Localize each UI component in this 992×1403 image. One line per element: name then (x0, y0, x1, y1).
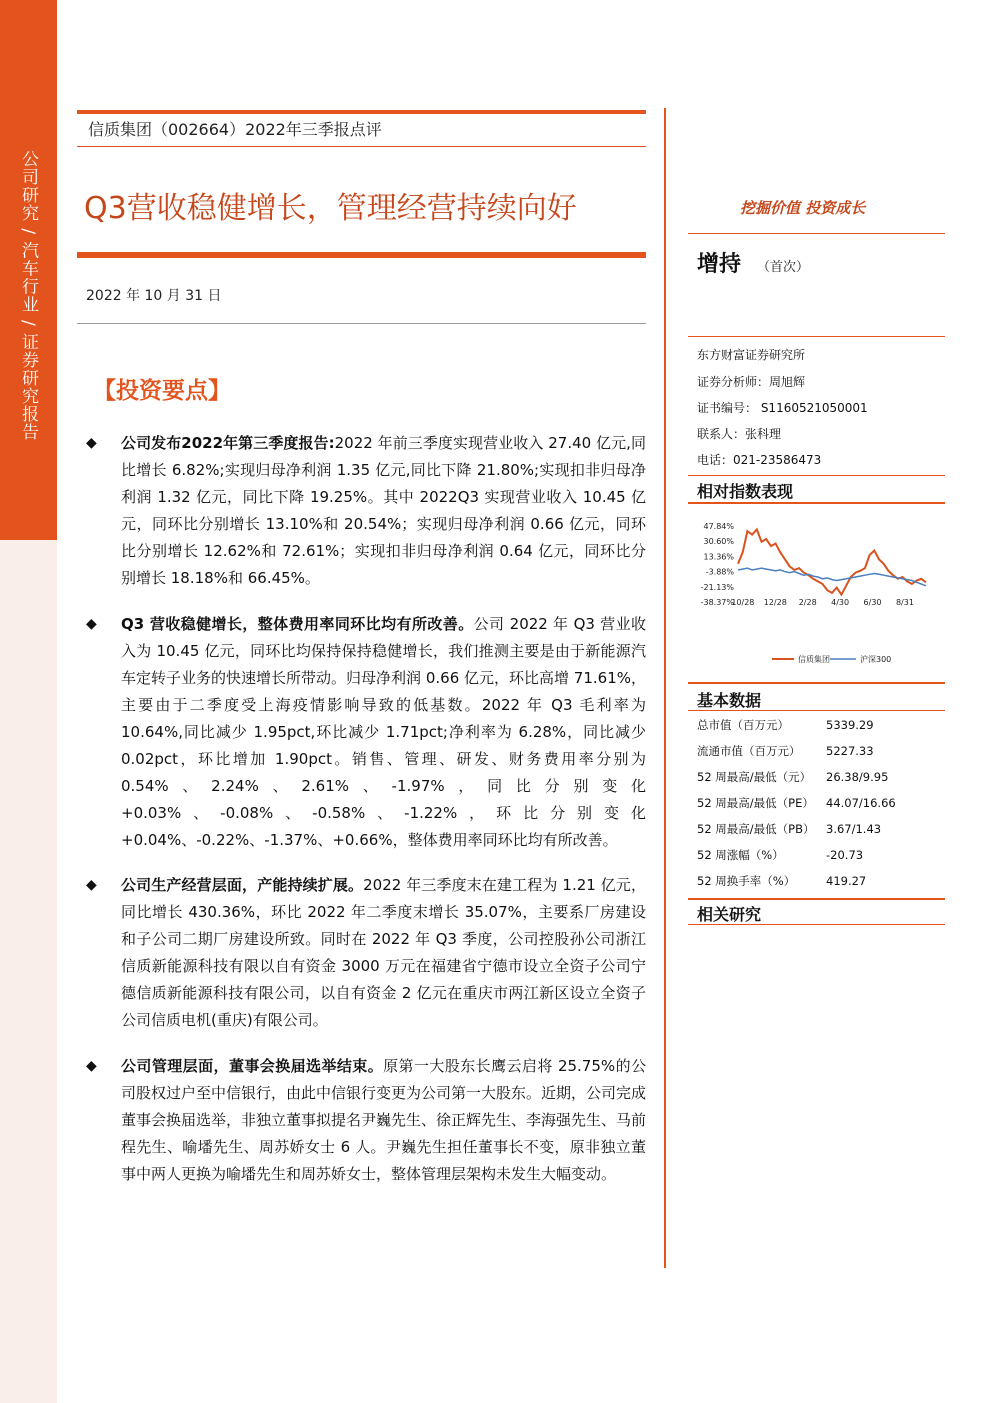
bullet-body: 原第一大股东长鹰云启将 25.75%的公司股权过户至中信银行，由此中信银行变更为公司第一大股东。近期，公司完成董事会换届选举，非独立董事拟提名尹巍先生、徐正辉先生、李海强先生、马前程先生、喻墦先生、周苏娇女士 6 人。尹巍先生担任董事长不变，原非独立董事中两人更换为喻墦先生和周苏娇女士，整体管理层架构未发生大幅变动。 (121, 1057, 647, 1183)
slogan: 挖掘价值 投资成长 (740, 199, 866, 217)
stat-key: 52 周涨幅（%） (697, 848, 784, 862)
headline: Q3营收稳健增长，管理经营持续向好 (84, 191, 577, 226)
bullet-lead: 公司管理层面，董事会换届选举结束。 (121, 1057, 384, 1075)
stat-value: -20.73 (826, 848, 864, 862)
bullet-item (86, 611, 646, 854)
stat-value: 44.07/16.66 (826, 796, 896, 810)
related-research-title: 相关研究 (697, 905, 762, 924)
column-divider (664, 108, 666, 1268)
bullet-item (86, 1053, 646, 1188)
series-line-index (738, 568, 926, 586)
stat-key: 52 周换手率（%） (697, 874, 796, 888)
stat-key: 总市值（百万元） (697, 718, 789, 732)
analyst: 证券分析师：周旭辉 (697, 375, 806, 389)
diamond-bullet-icon: ◆ (86, 877, 97, 893)
y-tick-label: -21.13% (700, 582, 734, 592)
index-title: 相对指数表现 (697, 482, 794, 501)
x-tick-label: 2/28 (798, 598, 817, 607)
right-rule (688, 475, 945, 476)
diamond-bullet-icon: ◆ (86, 616, 97, 632)
table-row (697, 816, 896, 842)
relative-index-chart (690, 516, 940, 676)
y-tick-label: 13.36% (703, 552, 734, 562)
stat-value: 5339.29 (826, 718, 874, 732)
y-tick-label: -3.88% (705, 567, 734, 577)
right-rule (688, 710, 945, 711)
stat-key: 52 周最高/最低（PB） (697, 822, 815, 836)
related-title-rule (688, 898, 945, 900)
right-rule (688, 233, 945, 234)
stat-value: 3.67/1.43 (826, 822, 882, 836)
basic-data-title: 基本数据 (697, 691, 762, 710)
stat-key: 52 周最高/最低（元） (697, 770, 812, 784)
diamond-bullet-icon: ◆ (86, 435, 97, 451)
stat-value: 419.27 (826, 874, 867, 888)
right-rule (688, 336, 945, 337)
x-tick-label: 10/28 (731, 598, 755, 607)
y-tick-label: -38.37% (700, 598, 734, 607)
table-row (697, 738, 896, 764)
x-tick-label: 12/28 (763, 598, 787, 607)
chart-svg (690, 516, 940, 676)
stat-value: 26.38/9.95 (826, 770, 889, 784)
rating: 增持 (697, 252, 742, 277)
x-tick-label: 6/30 (863, 598, 882, 607)
y-tick-label: 47.84% (703, 522, 734, 531)
bullet-body: 公司 2022 年 Q3 营业收入为 10.45 亿元，同环比均保持保持稳健增长，我们推测主要是由于新能源汽车定转子业务的快速增长所带动。归母净利润 0.66 亿元，环比高增 71.61%，主要由于二季度受上海疫情影响导致的低基数。2022 年 Q3 毛利率为 10.64%,同比减少 1.95pct,环比减少 1.71pct;净利率为 6.28%，同比减少 0.02pct，环比增加 1.90pct。销售、管理、研发、财务费用率分别为 0.54%、2.24%、2.61%、-1.97%，同比分别变化+0.03%、-0.08%、-0.58%、-1.22%，环比分别变化+0.04%、-0.22%、-1.37%、+0.66%，整体费用率同环比均有所改善。 (121, 615, 646, 849)
section-title: 【投资要点】 (93, 378, 231, 404)
cert-number: 证书编号： S1160521050001 (697, 401, 868, 415)
bullet-lead: 公司发布2022年第三季度报告: (121, 434, 335, 452)
bullet-lead: Q3 营收稳健增长，整体费用率同环比均有所改善。 (121, 615, 474, 633)
table-row (697, 764, 896, 790)
x-tick-label: 8/31 (895, 598, 914, 607)
bullet-body: 2022 年三季度末在建工程为 1.21 亿元，同比增长 430.36%，环比 2022 年二季度末增长 35.07%，主要系厂房建设和子公司二期厂房建设所致。同时在 2022 年 Q3 季度，公司控股孙公司浙江信质新能源科技有限以自有资金 3000 万元在福建省宁德市设立全资子公司宁德信质新能源科技有限公司，以自有资金 2 亿元在重庆市两江新区设立全资子公司信质电机(重庆)有限公司。 (121, 876, 646, 1029)
rating-note: （首次） (757, 260, 810, 275)
table-row (697, 790, 896, 816)
bullet-item (86, 430, 646, 592)
sidebar-label: 公司研究 / 汽车行业 / 证券研究报告 (18, 150, 38, 442)
header-rule-bottom (77, 146, 646, 147)
bullet-lead: 公司生产经营层面，产能持续扩展。 (121, 876, 364, 894)
series-line-company (738, 529, 926, 594)
institute: 东方财富证券研究所 (697, 348, 806, 362)
right-rule (688, 924, 945, 925)
bullet-body: 2022 年前三季度实现营业收入 27.40 亿元,同比增长 6.82%;实现归母净利润 1.35 亿元,同比下降 21.80%;实现扣非归母净利润 1.32 亿元，同比下降 19.25%。其中 2022Q3 实现营业收入 10.45 亿元，同环比分别增长 13.10%和 20.54%；实现归母净利润 0.66 亿元，同环比分别增长 12.62%和 72.61%；实现扣非归母净利润 0.64 亿元，同环比分别增长 18.18%和 66.45%。 (121, 434, 646, 587)
basic-title-rule (688, 682, 945, 684)
index-title-rule (688, 502, 945, 504)
report-title: 信质集团（002664）2022年三季报点评 (88, 120, 382, 139)
table-row (697, 842, 896, 868)
legend-label-company: 信质集团 (798, 655, 830, 664)
y-tick-label: 30.60% (703, 537, 734, 547)
table-row (697, 712, 896, 738)
bullet-item (86, 872, 646, 1034)
table-row (697, 868, 896, 894)
x-tick-label: 4/30 (831, 598, 850, 607)
headline-rule (77, 252, 646, 258)
header-rule-top (77, 110, 646, 114)
diamond-bullet-icon: ◆ (86, 1058, 97, 1074)
legend-label-index: 沪深300 (860, 655, 892, 664)
basic-data-table (697, 712, 896, 894)
stat-key: 流通市值（百万元） (697, 744, 801, 758)
phone: 电话：021-23586473 (697, 453, 822, 467)
sidebar (0, 0, 57, 1403)
stat-key: 52 周最高/最低（PE） (697, 796, 814, 810)
date-rule (77, 323, 646, 324)
contact: 联系人：张科理 (697, 427, 782, 441)
stat-value: 5227.33 (826, 744, 874, 758)
report-date: 2022 年 10 月 31 日 (86, 288, 222, 304)
